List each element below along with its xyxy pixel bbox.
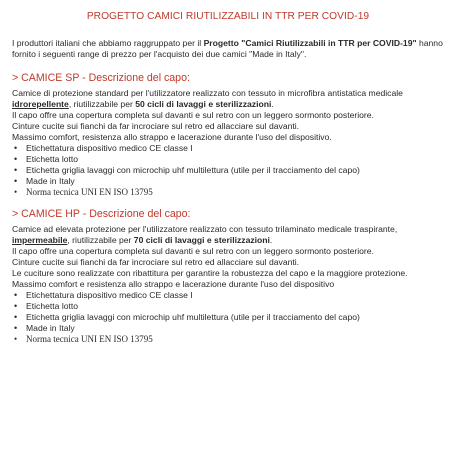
list-item-norm: • Norma tecnica UNI EN ISO 13795: [12, 334, 444, 345]
sp-heading: > CAMICE SP - Descrizione del capo:: [12, 72, 190, 84]
hp-heading: > CAMICE HP - Descrizione del capo:: [12, 208, 191, 220]
list-item-norm: • Norma tecnica UNI EN ISO 13795: [12, 187, 444, 198]
list-item: • Made in Italy: [12, 323, 444, 334]
hp-desc-cycles: 70 cicli di lavaggi e sterilizzazioni: [133, 235, 270, 245]
section-camice-hp: [12, 208, 444, 345]
list-item: • Made in Italy: [12, 176, 444, 187]
sp-desc-text: Camice di protezione standard per l'utilizzatore realizzato con tessuto in microfibra antistatica medicale: [12, 88, 403, 98]
hp-desc-underlined: impermeabile: [12, 235, 68, 245]
sp-desc-underlined: idrorepellente: [12, 99, 69, 109]
list-item: • Etichetta griglia lavaggi con microchip uhf multilettura (utile per il tracciamento del capo): [12, 312, 444, 323]
document-title: PROGETTO CAMICI RIUTILIZZABILI IN TTR PER COVID-19: [86, 11, 370, 22]
hp-desc-text: Camice ad elevata protezione per l'utilizzatore realizzato con tessuto trilaminato medicale traspirante,: [12, 224, 398, 234]
hp-seams: Le cuciture sono realizzate con ribattitura per garantire la robustezza del capo e la maggiore protezione.: [12, 268, 408, 278]
document-page: [12, 10, 444, 345]
sp-comfort: Massimo comfort, resistenza allo strappo e lacerazione durante l'uso del dispositivo.: [12, 132, 332, 142]
sp-desc-text-2: , riutilizzabile per: [68, 99, 136, 109]
list-item: • Etichetta griglia lavaggi con microchip uhf multilettura (utile per il tracciamento del capo): [12, 165, 444, 176]
sp-belts: Cinture cucite sui fianchi da far incrociare sul retro ed allacciare sul davanti.: [12, 121, 300, 131]
hp-comfort: Massimo comfort e resistenza allo strappo e lacerazione durante l'uso del dispositivo: [12, 279, 335, 289]
sp-desc-period: .: [271, 99, 274, 109]
list-item: • Etichettatura dispositivo medico CE classe I: [12, 290, 444, 301]
hp-coverage: Il capo offre una copertura completa sul davanti e sul retro con un leggero sormonto posteriore.: [12, 246, 374, 256]
hp-desc-period: .: [269, 235, 273, 245]
hp-features-list: [12, 290, 444, 345]
hp-desc-text-2: , riutilizzabile per: [67, 235, 134, 245]
list-item: • Etichettatura dispositivo medico CE classe I: [12, 143, 444, 154]
intro-project-name: Progetto "Camici Riutilizzabili in TTR per COVID-19": [203, 38, 417, 48]
list-item: • Etichetta lotto: [12, 154, 444, 165]
sp-features-list: [12, 143, 444, 198]
sp-description: [12, 88, 444, 110]
list-item: • Etichetta lotto: [12, 301, 444, 312]
sp-desc-cycles: 50 cicli di lavaggi e sterilizzazioni: [135, 99, 272, 109]
hp-description: [12, 224, 444, 246]
intro-paragraph: [12, 38, 444, 60]
hp-belts: Cinture cucite sui fianchi da far incrociare sul retro ed allacciare sul davanti.: [12, 257, 300, 267]
intro-text-start: I produttori italiani che abbiamo raggruppato per il: [12, 38, 204, 48]
sp-coverage: Il capo offre una copertura completa sul davanti e sul retro con un leggero sormonto posteriore.: [12, 110, 374, 120]
section-camice-sp: [12, 72, 444, 198]
intro-text-end: hanno fornito i seguenti range di prezzo per l'acquisto dei due camici "Made in Italy".: [12, 38, 443, 59]
